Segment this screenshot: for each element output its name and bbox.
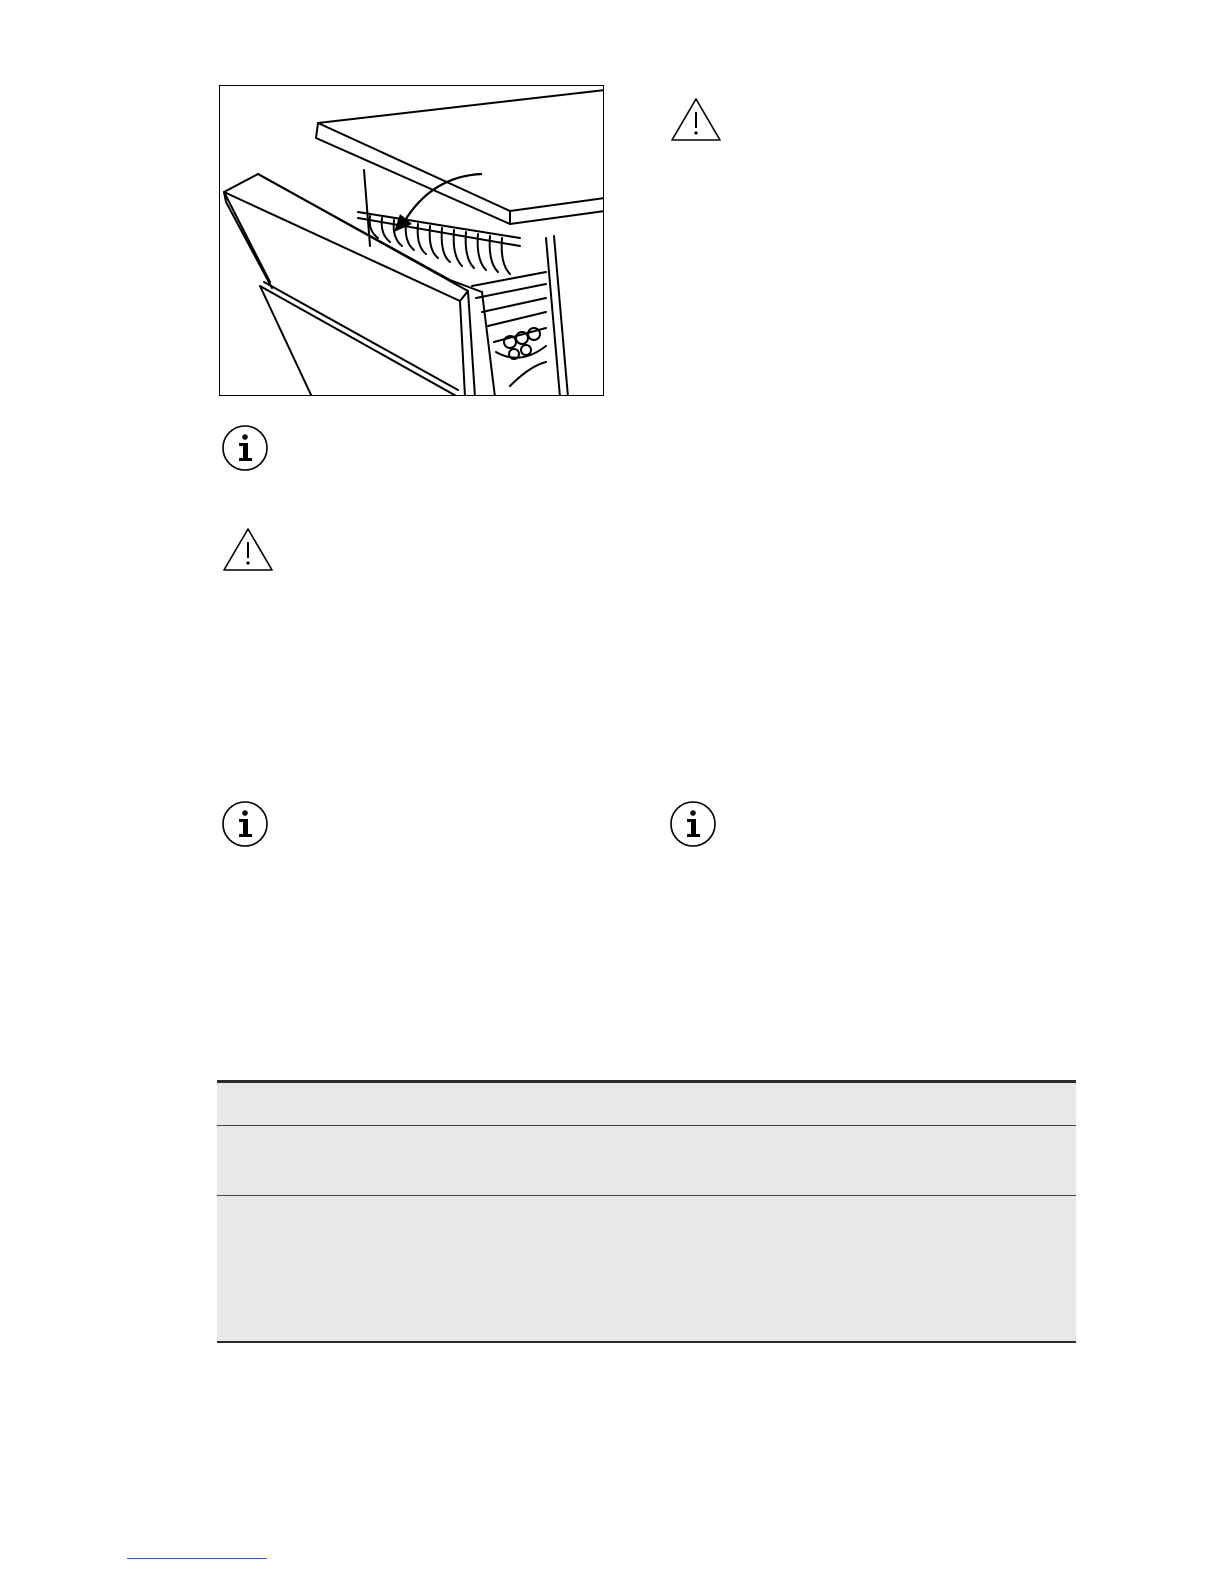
data-table: [217, 1080, 1076, 1343]
warning-triangle-icon: [221, 526, 275, 574]
footer-link[interactable]: [127, 1558, 267, 1559]
table-row: [217, 1126, 1076, 1196]
table-bottom-rule: [217, 1341, 1076, 1343]
info-circle-icon: [221, 424, 269, 472]
table-row: [217, 1196, 1076, 1341]
dishwasher-door-drawing: [220, 86, 604, 396]
info-circle-icon: [669, 800, 717, 848]
warning-triangle-icon: [669, 96, 723, 144]
curved-arrow-icon: [394, 174, 482, 232]
dishwasher-illustration: [219, 85, 604, 396]
info-circle-icon: [221, 800, 269, 848]
table-header-row: [217, 1083, 1076, 1126]
